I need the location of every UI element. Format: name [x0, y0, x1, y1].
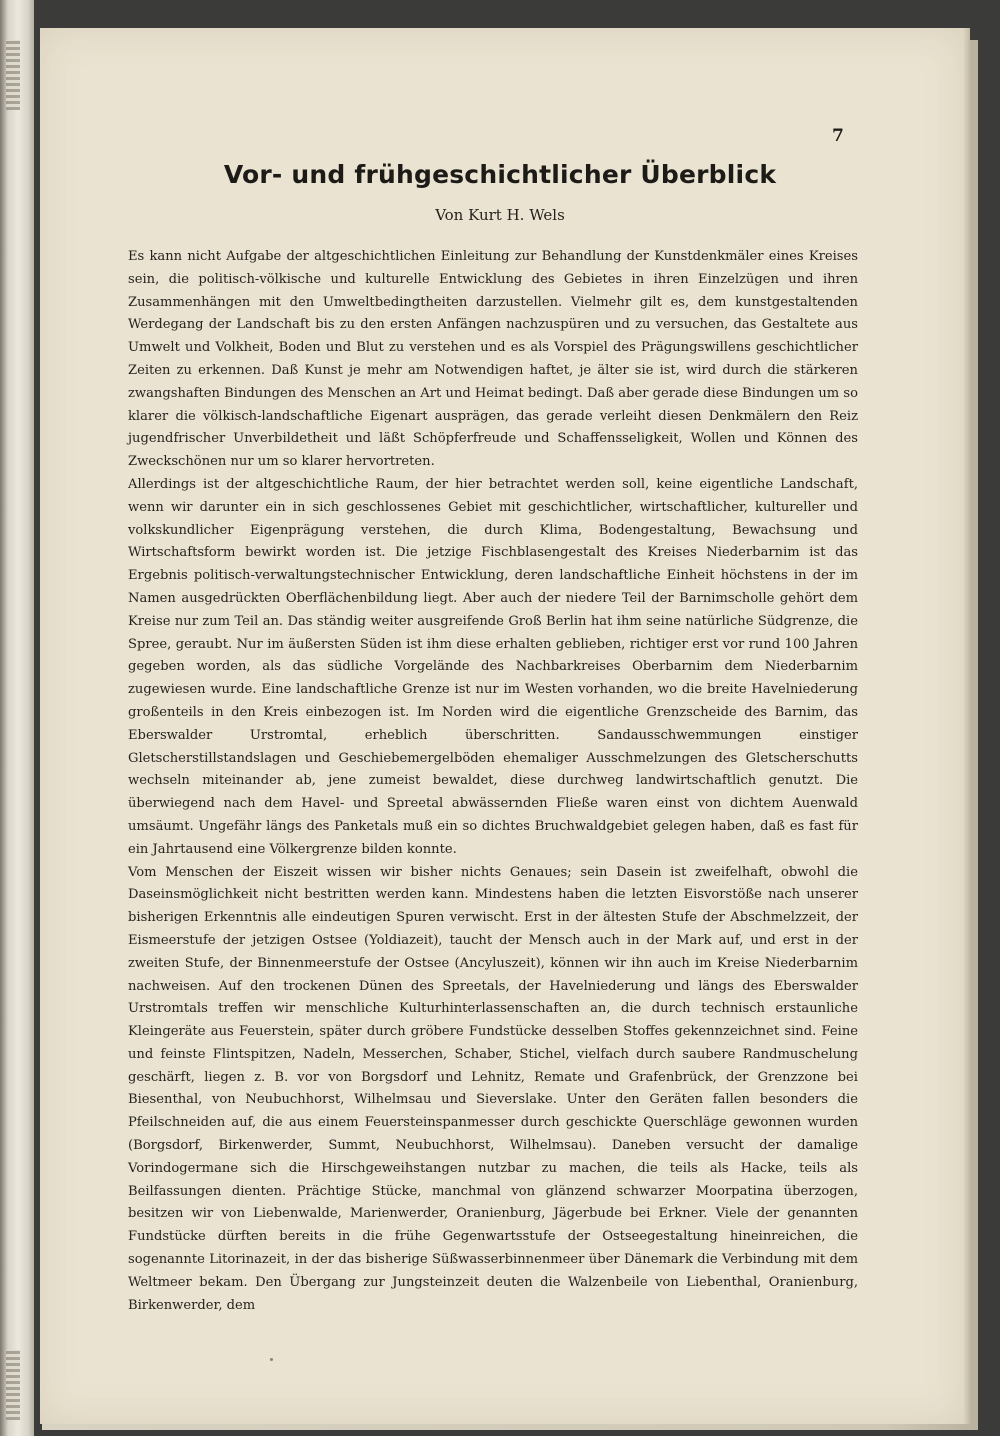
page-number: 7 — [832, 126, 844, 146]
book-binding — [0, 0, 34, 1436]
body-text — [128, 246, 858, 1317]
author-byline: Von Kurt H. Wels — [435, 206, 565, 224]
binding-stitch — [6, 1350, 20, 1420]
page-title: Vor- und frühgeschichtlicher Überblick — [223, 160, 777, 189]
paragraph: Vom Menschen der Eiszeit wissen wir bisher nichts Genaues; sein Dasein ist zweifelhaft, obwohl die Daseinsmöglichkeit nicht bestritten werden kann. Mindestens haben die letzten Eisvorstöße nach unserer bisherigen Erkenntnis alle eindeutigen Spuren verwischt. Erst in der ältesten Stufe der Abschmelzzeit, der Eismeerstufe der jetzigen Ostsee (Yoldiazeit), taucht der Mensch auch in der Mark auf, und erst in der zweiten Stufe, der Binnenmeerstufe der Ostsee (Ancyluszeit), können wir ihn auch im Kreise Niederbarnim nachweisen. Auf den trockenen Dünen des Spreetals, der Havelniederung und längs des Eberswalder Urstromtals treffen wir menschliche Kulturhinterlassenschaften an, die durch technisch erstaunliche Kleingeräte aus Feuerstein, später durch gröbere Fundstücke desselben Stoffes gekennzeichnet sind. Feine und feinste Flintspitzen, Nadeln, Messerchen, Schaber, Stichel, vielfach durch saubere Randmuschelung geschärft, liegen z. B. vor von Borgsdorf und Lehnitz, Remate und Grafenbrück, der Grenzzone bei Biesenthal, von Neubuchhorst, Wilhelmsau und Sieverslake. Unter den Geräten fallen besonders die Pfeilschneiden auf, die aus einem Feuersteinspanmesser durch geschickte Querschläge gewonnen wurden (Borgsdorf, Birkenwerder, Summt, Neubuchhorst, Wilhelmsau). Daneben versucht der damalige Vorindogermane sich die Hirschgeweihstangen nutzbar zu machen, die teils als Hacke, teils als Beilfassungen dienten. Prächtige Stücke, manchmal von glänzend schwarzer Moorpatina überzogen, besitzen wir von Liebenwalde, Marienwerder, Oranienburg, Jägerbude bei Erkner. Viele der genannten Fundstücke dürften bereits in die frühe Gegenwartsstufe der Ostseegestaltung hineinreichen, die sogenannte Litorinazeit, in der das bisherige Süßwasserbinnenmeer über Dänemark die Verbindung mit dem Weltmeer bekam. Den Übergang zur Jungsteinzeit deuten die Walzenbeile von Liebenthal, Oranienburg, Birkenwerder, dem — [128, 864, 858, 1313]
paragraph: Es kann nicht Aufgabe der altgeschichtlichen Einleitung zur Behandlung der Kunstdenkmäler eines Kreises sein, die politisch-völkische und kulturelle Entwicklung des Gebietes in ihren Einzelzügen und ihren Zusammenhängen mit den Umweltbedingtheiten darzustellen. Vielmehr gilt es, dem kunstgestaltenden Werdegang der Landschaft bis zu den ersten Anfängen nachzuspüren und zu versuchen, das Gestaltete aus Umwelt und Volkheit, Boden und Blut zu verstehen und es als Vorspiel des Prägungswillens geschichtlicher Zeiten zu erkennen. Daß Kunst je mehr am Notwendigen haftet, je älter sie ist, wird durch die stärkeren zwangshaften Bindungen des Menschen an Art und Heimat bedingt. Daß aber gerade diese Bindungen um so klarer die völkisch-landschaftliche Eigenart ausprägen, das gerade verleiht diesen Denkmälern den Reiz jugendfrischer Unverbildetheit und läßt Schöpferfreude und Schaffensseligkeit, Wollen und Können des Zweckschönen nur um so klarer hervortreten. — [128, 249, 858, 470]
paragraph: Allerdings ist der altgeschichtliche Raum, der hier betrachtet werden soll, keine eigentliche Landschaft, wenn wir darunter ein in sich geschlossenes Gebiet mit geschichtlicher, wirtschaftlicher, kultureller und volkskundlicher Eigenprägung verstehen, die durch Klima, Bodengestaltung, Bewachsung und Wirtschaftsform bewirkt worden ist. Die jetzige Fischblasengestalt des Kreises Niederbarnim ist das Ergebnis politisch-verwaltungstechnischer Entwicklung, deren landschaftliche Einheit höchstens in der im Namen ausgedrückten Oberflächenbildung liegt. Aber auch der niedere Teil der Barnimscholle gehört dem Kreise nur zum Teil an. Das ständig weiter ausgreifende Groß Berlin hat ihm seine natürliche Südgrenze, die Spree, geraubt. Nur im äußersten Süden ist ihm diese erhalten geblieben, richtiger erst vor rund 100 Jahren gegeben worden, als das südliche Vorgelände des Nachbarkreises Oberbarnim dem Niederbarnim zugewiesen wurde. Eine landschaftliche Grenze ist nur im Westen vorhanden, wo die breite Havelniederung großenteils in den Kreis einbezogen ist. Im Norden wird die eigentliche Grenzscheide des Barnim, das Eberswalder Urstromtal, erheblich überschritten. Sandausschwemmungen einstiger Gletscherstillstandslagen und Geschiebemergelböden ehemaliger Ausschmelzungen des Gletscherschutts wechseln miteinander ab, jene zumeist bewaldet, diese durchweg landwirtschaftlich genutzt. Die überwiegend nach dem Havel- und Spreetal abwässernden Fließe waren einst von dichtem Auenwald umsäumt. Ungefähr längs des Panketals muß ein so dichtes Bruchwaldgebiet gelegen haben, daß es fast für ein Jahrtausend eine Völkergrenze bilden konnte. — [128, 476, 858, 857]
binding-stitch — [6, 40, 20, 110]
paper-speck — [270, 1358, 273, 1361]
